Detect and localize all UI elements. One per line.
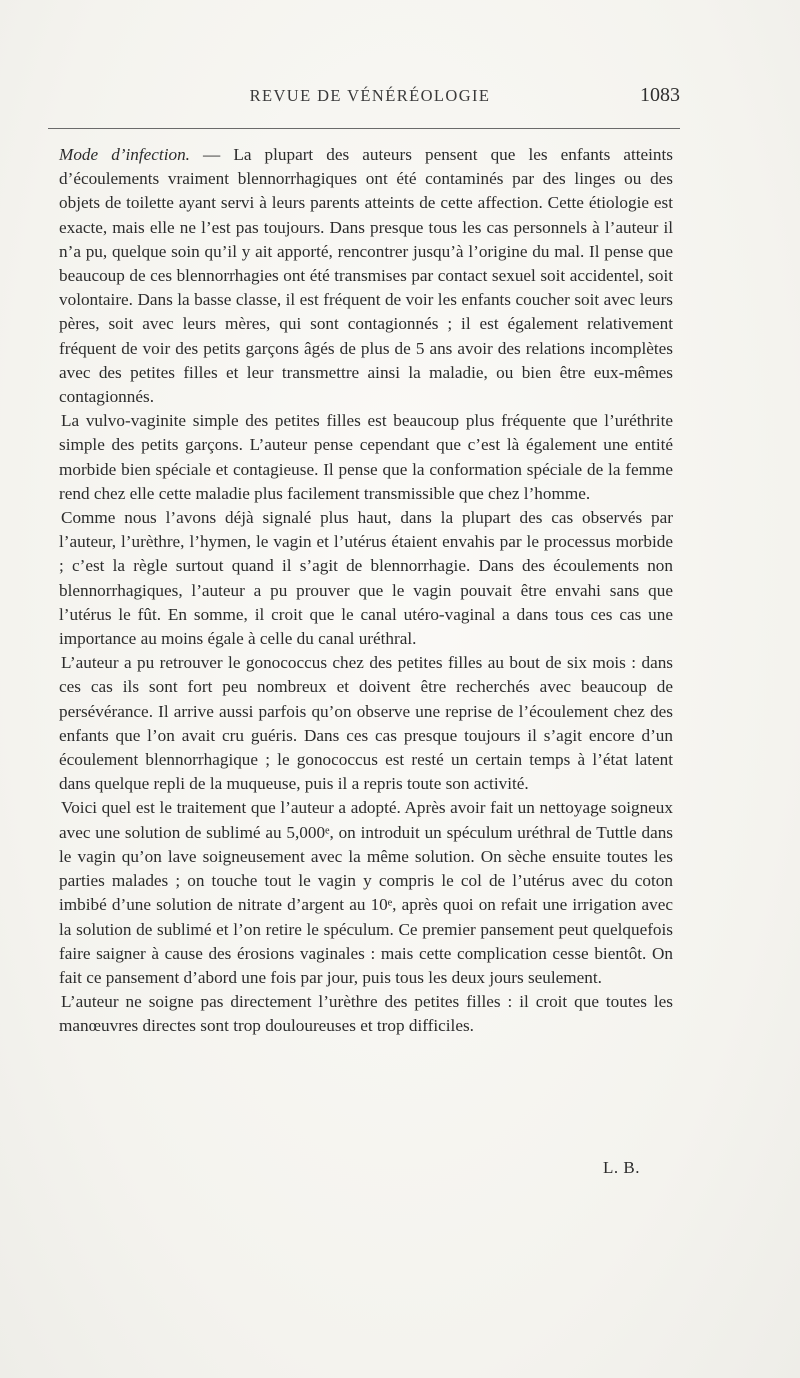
paragraph-1 [59, 143, 673, 409]
paragraph-6: L’auteur ne soigne pas directement l’urèthre des petites filles : il croit que toutes les manœuvres directes sont trop douloureuses et trop difficiles. [59, 992, 673, 1036]
section-lead-in: Mode d’infection. [59, 145, 190, 164]
paragraph-4: L’auteur a pu retrouver le gonococcus chez des petites filles au bout de six mois : dans ces cas ils sont fort peu nombreux et doivent être recherchés avec beaucoup de persévérance. Il arrive aussi parfois qu’on observe une reprise de l’écoulement chez des enfants que l’on avait cru guéris. Dans ces cas presque toujours il s’agit encore d’un écoulement blennorrhagique ; le gonococcus est resté un certain temps à l’état latent dans quelque repli de la muqueuse, puis il a repris toute son activité. [59, 653, 673, 794]
paragraph-1-text: — La plupart des auteurs pensent que les enfants atteints d’écoulements vraiment blennorrhagiques ont été contaminés par des linges ou des objets de toilette ayant servi à leurs parents atteints de cette affection. Cette étiologie est exacte, mais elle ne l’est pas toujours. Dans presque tous les cas personnels à l’auteur il n’a pu, quelque soin qu’il y ait apporté, rencontrer jusqu’à l’origine du mal. Il pense que beaucoup de ces blennorrhagies ont été transmises par contact sexuel soit accidentel, soit volontaire. Dans la basse classe, il est fréquent de voir les enfants coucher soit avec leurs pères, soit avec leurs mères, qui sont contagionnés ; il est également relativement fréquent de voir des petits garçons âgés de plus de 5 ans avoir des relations incomplètes avec des petites filles et leur transmettre ainsi la maladie, ou bien être eux-mêmes contagionnés. [59, 145, 673, 407]
paragraph-5: Voici quel est le traitement que l’auteur a adopté. Après avoir fait un nettoyage soigneux avec une solution de sublimé au 5,000ᵉ, on introduit un spéculum uréthral de Tuttle dans le vagin qu’on lave soigneusement avec la même solution. On sèche ensuite toutes les parties malades ; on touche tout le vagin y compris le col de l’utérus avec du coton imbibé d’une solution de nitrate d’argent au 10ᵉ, après quoi on refait une irrigation avec la solution de sublimé et l’on retire le spéculum. Ce premier pansement peut quelquefois faire saigner à cause des érosions vaginales : mais cette complication cesse bientôt. On fait ce pansement d’abord une fois par jour, puis tous les deux jours seulement. [59, 798, 673, 987]
page-number: 1083 [640, 84, 680, 106]
running-title: REVUE DE VÉNÉRÉOLOGIE [249, 86, 491, 105]
page-header [60, 86, 680, 114]
header-rule [48, 128, 680, 129]
paragraph-3: Comme nous l’avons déjà signalé plus haut, dans la plupart des cas observés par l’auteur, l’urèthre, l’hymen, le vagin et l’utérus étaient envahis par le processus morbide ; c’est la règle surtout quand il s’agit de blennorrhagie. Dans des écoulements non blennorrhagiques, l’auteur a pu prouver que le vagin pouvait être envahi sans que l’utérus le fût. En somme, il croit que le canal utéro-vaginal a dans tous ces cas une importance au moins égale à celle du canal uréthral. [59, 508, 673, 649]
paragraph-2: La vulvo-vaginite simple des petites filles est beaucoup plus fréquente que l’uréthrite simple des petits garçons. L’auteur pense cependant que c’est là également une entité morbide bien spéciale et contagieuse. Il pense que la conformation spéciale de la femme rend chez elle cette maladie plus facilement transmissible que chez l’homme. [59, 411, 673, 503]
article-body [59, 143, 673, 1039]
author-signature: L. B. [603, 1158, 640, 1177]
